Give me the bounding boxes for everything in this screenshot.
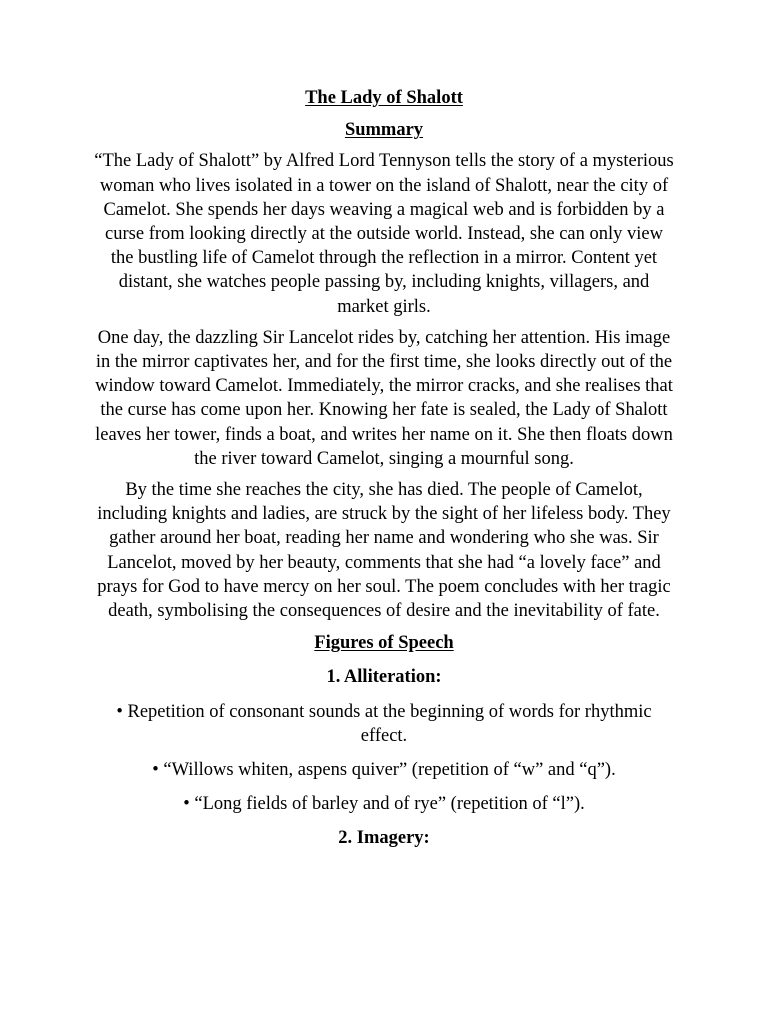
imagery-heading: 2. Imagery:: [338, 828, 430, 849]
alliteration-bullet-3: • “Long fields of barley and of rye” (repetition of “l”).: [183, 794, 585, 815]
document-title: The Lady of Shalott: [305, 88, 463, 108]
alliteration-heading: 1. Alliteration:: [326, 667, 442, 688]
summary-paragraph-1: “The Lady of Shalott” by Alfred Lord Tennyson tells the story of a mysterious woman who lives isolated in a tower on the island of Shalott, near the city of Camelot. She spends her days weaving a magical web and is forbidden by a curse from looking directly at the outside world. Instead, she can only view the bustling life of Camelot through the reflection in a mirror. Content yet distant, she watches people passing by, including knights, villagers, and market girls.: [94, 151, 674, 317]
alliteration-bullet-2: • “Willows whiten, aspens quiver” (repetition of “w” and “q”).: [152, 760, 616, 781]
alliteration-bullet-1: • Repetition of consonant sounds at the beginning of words for rhythmic effect.: [116, 701, 652, 746]
figures-of-speech-heading: Figures of Speech: [314, 633, 454, 654]
summary-heading: Summary: [344, 120, 424, 141]
summary-paragraph-2: One day, the dazzling Sir Lancelot rides by, catching her attention. His image in the mirror captivates her, and for the first time, she looks directly out of the window toward Camelot. Immediately, the mirror cracks, and she realises that the curse has come upon her. Knowing her fate is sealed, the Lady of Shalott leaves her tower, finds a boat, and writes her name on it. She then floats down the river toward Camelot, singing a mournful song.: [95, 327, 673, 469]
document-page: [92, 86, 676, 851]
summary-paragraph-3: By the time she reaches the city, she has died. The people of Camelot, including knights and ladies, are struck by the sight of her lifeless body. They gather around her boat, reading her name and wondering who she was. Sir Lancelot, moved by her beauty, comments that she had “a lovely face” and prays for God to have mercy on her soul. The poem concludes with her tragic death, symbolising the consequences of desire and the inevitability of fate.: [97, 480, 671, 622]
